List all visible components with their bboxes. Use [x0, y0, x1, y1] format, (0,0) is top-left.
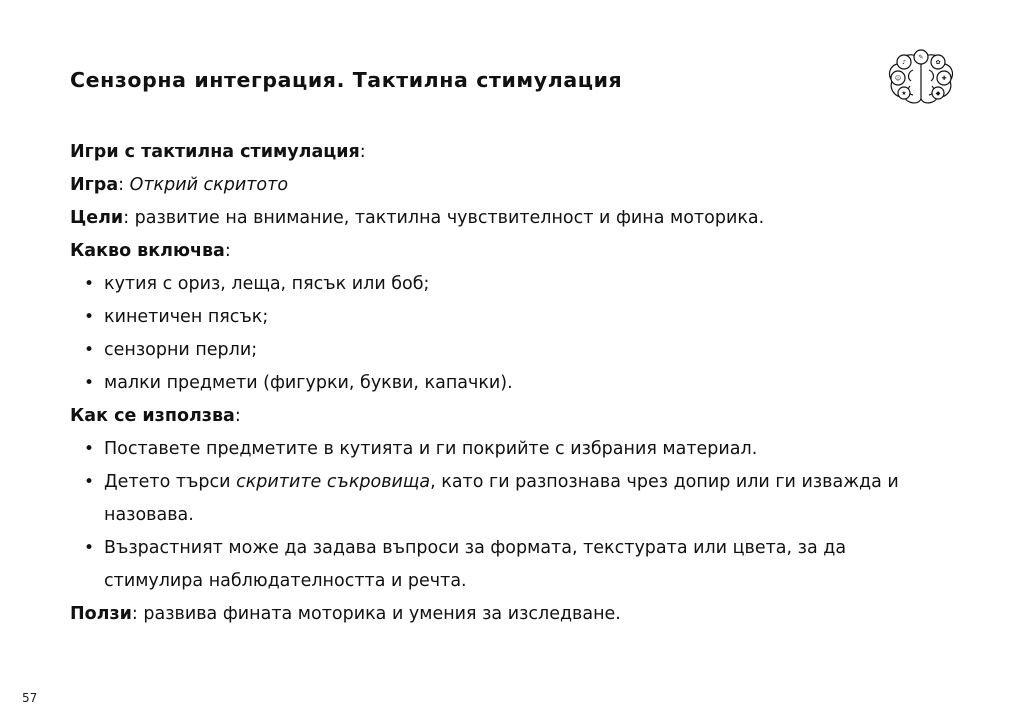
goals-sep: : — [123, 208, 135, 228]
usage-heading-label: Как се използва — [70, 406, 235, 426]
svg-text:✎: ✎ — [918, 54, 924, 61]
list-item — [70, 466, 950, 532]
includes-heading-label: Какво включва — [70, 241, 225, 261]
svg-text:★: ★ — [901, 90, 907, 97]
benefits-text: развива финатa моторика и умения за изследване. — [143, 604, 621, 624]
list-item-text-italic: скритите съкровища — [236, 472, 431, 492]
list-item: • сензорни перли; — [70, 334, 950, 367]
games-heading-sep: : — [359, 142, 366, 162]
svg-text:✿: ✿ — [935, 59, 941, 66]
usage-heading-sep: : — [234, 406, 241, 426]
list-item: • кутия с ориз, леща, пясък или боб; — [70, 268, 950, 301]
svg-text:✚: ✚ — [941, 75, 947, 82]
page-title: Сензорна интеграция. Тактилна стимулация — [70, 68, 623, 92]
includes-heading — [70, 235, 950, 268]
benefits-line — [70, 598, 950, 631]
game-sep: : — [118, 175, 130, 195]
list-item-text-pre: Детето търси — [104, 472, 237, 492]
list-item: • кинетичен пясък; — [70, 301, 950, 334]
usage-list — [70, 433, 950, 598]
includes-heading-sep: : — [224, 241, 231, 261]
list-item-text-post: , като ги разпознава чрез допир или ги изважда и назовава. — [104, 472, 899, 525]
goals-text: развитие на внимание, тактилна чувствителност и фина моторика. — [134, 208, 765, 228]
game-label: Игра — [70, 175, 119, 195]
list-item — [70, 433, 950, 466]
games-heading-label: Игри с тактилна стимулация — [70, 142, 360, 162]
list-item: • малки предмети (фигурки, букви, капачки). — [70, 367, 950, 400]
list-item-text-pre: Възрастният може да задава въпроси за формата, текстурата или цвета, за да стимулира наблюдателността и речта. — [104, 538, 847, 591]
games-heading — [70, 136, 950, 169]
goals-line — [70, 202, 950, 235]
game-name-line — [70, 169, 950, 202]
goals-label: Цели — [70, 208, 124, 228]
list-item — [70, 532, 950, 598]
svg-text:◆: ◆ — [935, 90, 941, 97]
svg-text:♪: ♪ — [902, 59, 906, 66]
benefits-sep: : — [131, 604, 144, 624]
brain-icons-logo — [880, 48, 962, 110]
includes-list — [70, 268, 950, 400]
document-body — [70, 136, 950, 631]
page-number: 57 — [22, 691, 38, 705]
game-title: Открий скритото — [129, 175, 289, 195]
benefits-label: Ползи — [70, 604, 132, 624]
usage-heading — [70, 400, 950, 433]
svg-text:☺: ☺ — [894, 75, 902, 82]
list-item-text-pre: Поставете предметите в кутията и ги покрийте с избрания материал. — [104, 439, 758, 459]
